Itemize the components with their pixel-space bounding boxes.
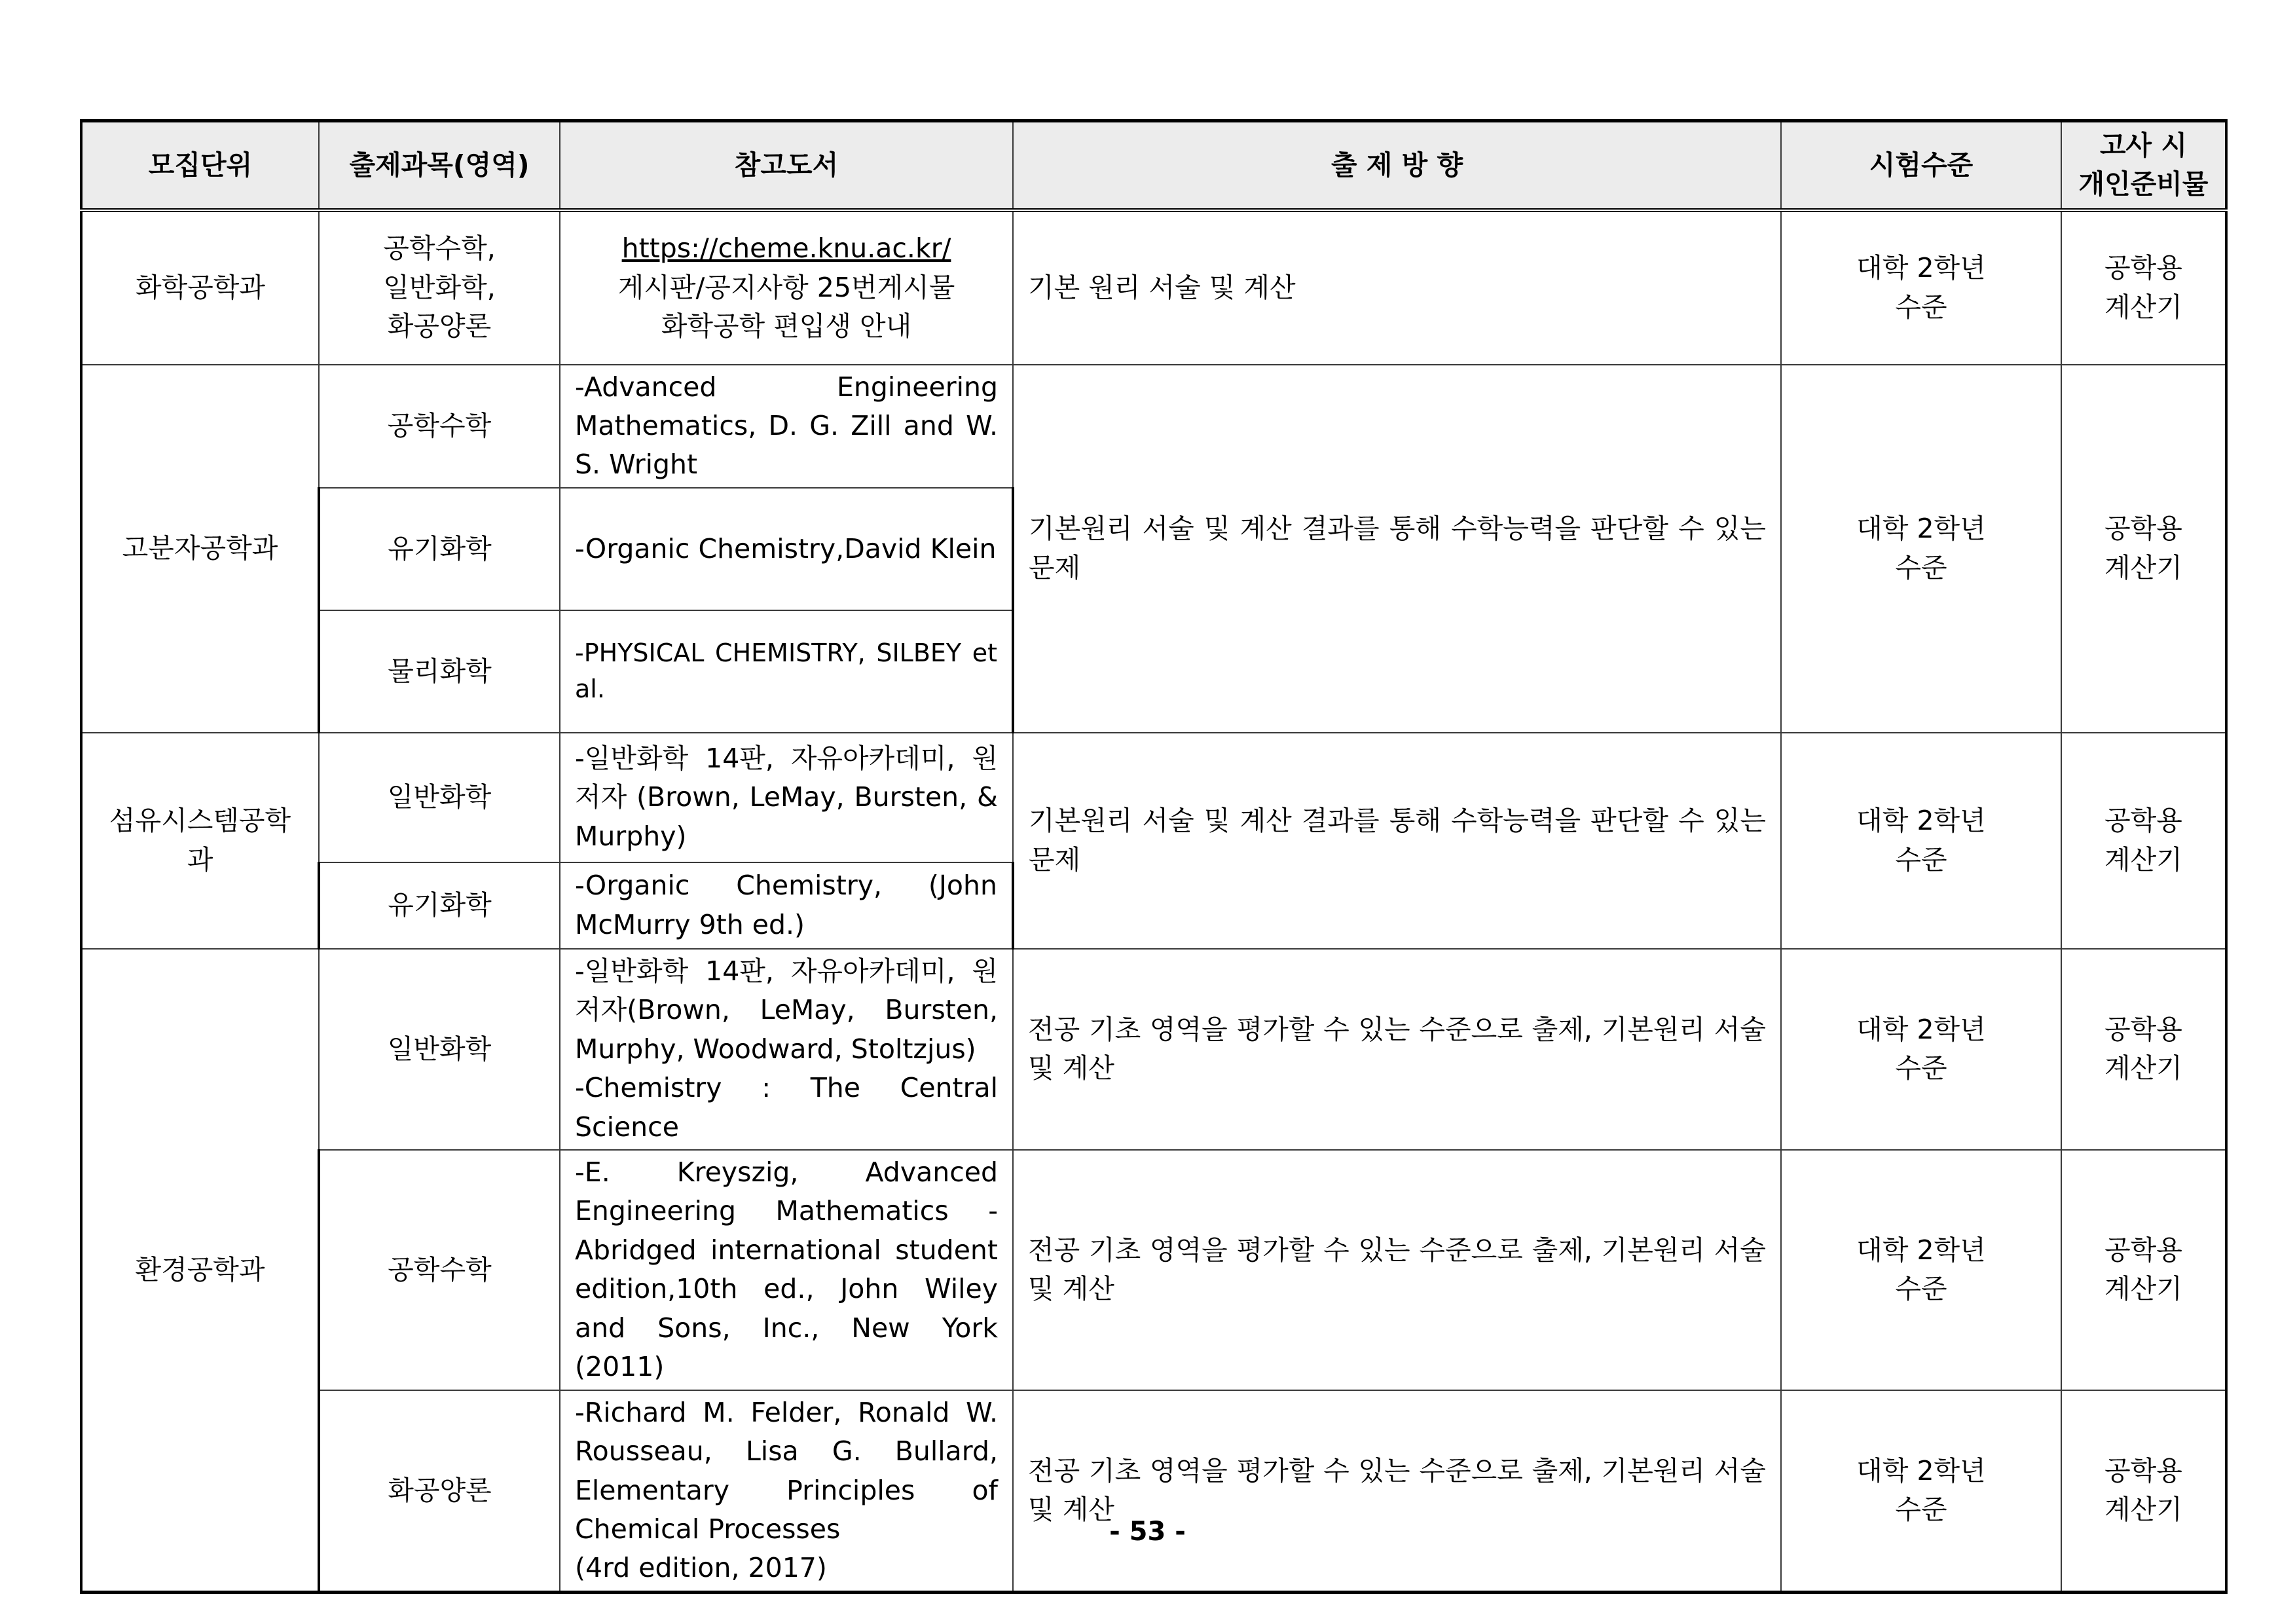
subject-cell: 일반화학 (319, 949, 560, 1150)
direction-cell: 기본 원리 서술 및 계산 (1013, 210, 1781, 365)
reference-text: -일반화학 14판, 자유아카데미, 원저자(Brown, LeMay, Bursten, Murphy, Woodward, Stoltzjus) (575, 955, 998, 1065)
materials-cell: 공학용 계산기 (2061, 733, 2226, 949)
materials-cell: 공학용 계산기 (2061, 210, 2226, 365)
direction-cell: 기본원리 서술 및 계산 결과를 통해 수학능력을 판단할 수 있는 문제 (1013, 365, 1781, 733)
reference-text-2: -Chemistry : The Central Science (575, 1072, 998, 1143)
header-level: 시험수준 (1781, 121, 2061, 210)
materials-cell: 공학용 계산기 (2061, 1150, 2226, 1390)
direction-cell: 전공 기초 영역을 평가할 수 있는 수준으로 출제, 기본원리 서술 및 계산 (1013, 949, 1781, 1150)
materials-cell: 공학용 계산기 (2061, 1390, 2226, 1593)
level-cell: 대학 2학년 수준 (1781, 1150, 2061, 1390)
dept-textile-system-engineering: 섬유시스템공학과 (81, 733, 319, 949)
reference-cell: -일반화학 14판, 자유아카데미, 원저자 (Brown, LeMay, Bursten, & Murphy) (560, 733, 1013, 862)
subject-cell: 물리화학 (319, 610, 560, 733)
subject-cell: 공학수학 (319, 1150, 560, 1390)
direction-cell: 전공 기초 영역을 평가할 수 있는 수준으로 출제, 기본원리 서술 및 계산 (1013, 1390, 1781, 1593)
materials-cell: 공학용 계산기 (2061, 365, 2226, 733)
direction-cell: 전공 기초 영역을 평가할 수 있는 수준으로 출제, 기본원리 서술 및 계산 (1013, 1150, 1781, 1390)
table-row (81, 1150, 2226, 1390)
table-row (81, 949, 2226, 1150)
header-direction: 출 제 방 향 (1013, 121, 1781, 210)
level-cell: 대학 2학년 수준 (1781, 1390, 2061, 1593)
header-unit: 모집단위 (81, 121, 319, 210)
reference-link[interactable]: https://cheme.knu.ac.kr/ (621, 232, 951, 265)
direction-cell: 기본원리 서술 및 계산 결과를 통해 수학능력을 판단할 수 있는 문제 (1013, 733, 1781, 949)
reference-cell: -E. Kreyszig, Advanced Engineering Mathematics - Abridged international student edition,10th ed., John Wiley and Sons, Inc., New York (2011) (560, 1150, 1013, 1390)
reference-cell (560, 210, 1013, 365)
dept-chemical-engineering: 화학공학과 (81, 210, 319, 365)
header-materials: 고사 시 개인준비물 (2061, 121, 2226, 210)
subject-cell: 유기화학 (319, 488, 560, 610)
materials-cell: 공학용 계산기 (2061, 949, 2226, 1150)
table-row (81, 365, 2226, 488)
level-cell: 대학 2학년 수준 (1781, 210, 2061, 365)
reference-cell: -Organic Chemistry,David Klein (560, 488, 1013, 610)
reference-cell (560, 1390, 1013, 1593)
reference-cell (560, 949, 1013, 1150)
subject-cell: 공학수학, 일반화학, 화공양론 (319, 210, 560, 365)
subject-cell: 화공양론 (319, 1390, 560, 1593)
page-number: - 53 - (1109, 1517, 1186, 1547)
subject-cell: 공학수학 (319, 365, 560, 488)
header-subject: 출제과목(영역) (319, 121, 560, 210)
table-row (81, 733, 2226, 862)
level-cell: 대학 2학년 수준 (1781, 365, 2061, 733)
table-row (81, 1390, 2226, 1593)
level-cell: 대학 2학년 수준 (1781, 733, 2061, 949)
reference-cell: -Organic Chemistry, (John McMurry 9th ed.) (560, 862, 1013, 949)
subject-cell: 일반화학 (319, 733, 560, 862)
reference-text: 게시판/공지사항 25번게시물 화학공학 편입생 안내 (617, 271, 955, 342)
exam-info-table (80, 119, 2228, 1594)
reference-cell: -Advanced Engineering Mathematics, D. G. Zill and W. S. Wright (560, 365, 1013, 488)
header-reference: 참고도서 (560, 121, 1013, 210)
reference-text: -Richard M. Felder, Ronald W. Rousseau, Lisa G. Bullard, Elementary Principles of Chemical Processes (575, 1396, 998, 1545)
dept-polymer-engineering: 고분자공학과 (81, 365, 319, 733)
level-cell: 대학 2학년 수준 (1781, 949, 2061, 1150)
table-row (81, 210, 2226, 365)
header-row (81, 121, 2226, 210)
dept-environmental-engineering: 환경공학과 (81, 949, 319, 1593)
subject-cell: 유기화학 (319, 862, 560, 949)
reference-cell: -PHYSICAL CHEMISTRY, SILBEY et al. (560, 610, 1013, 733)
reference-text-2: (4rd edition, 2017) (575, 1552, 827, 1584)
